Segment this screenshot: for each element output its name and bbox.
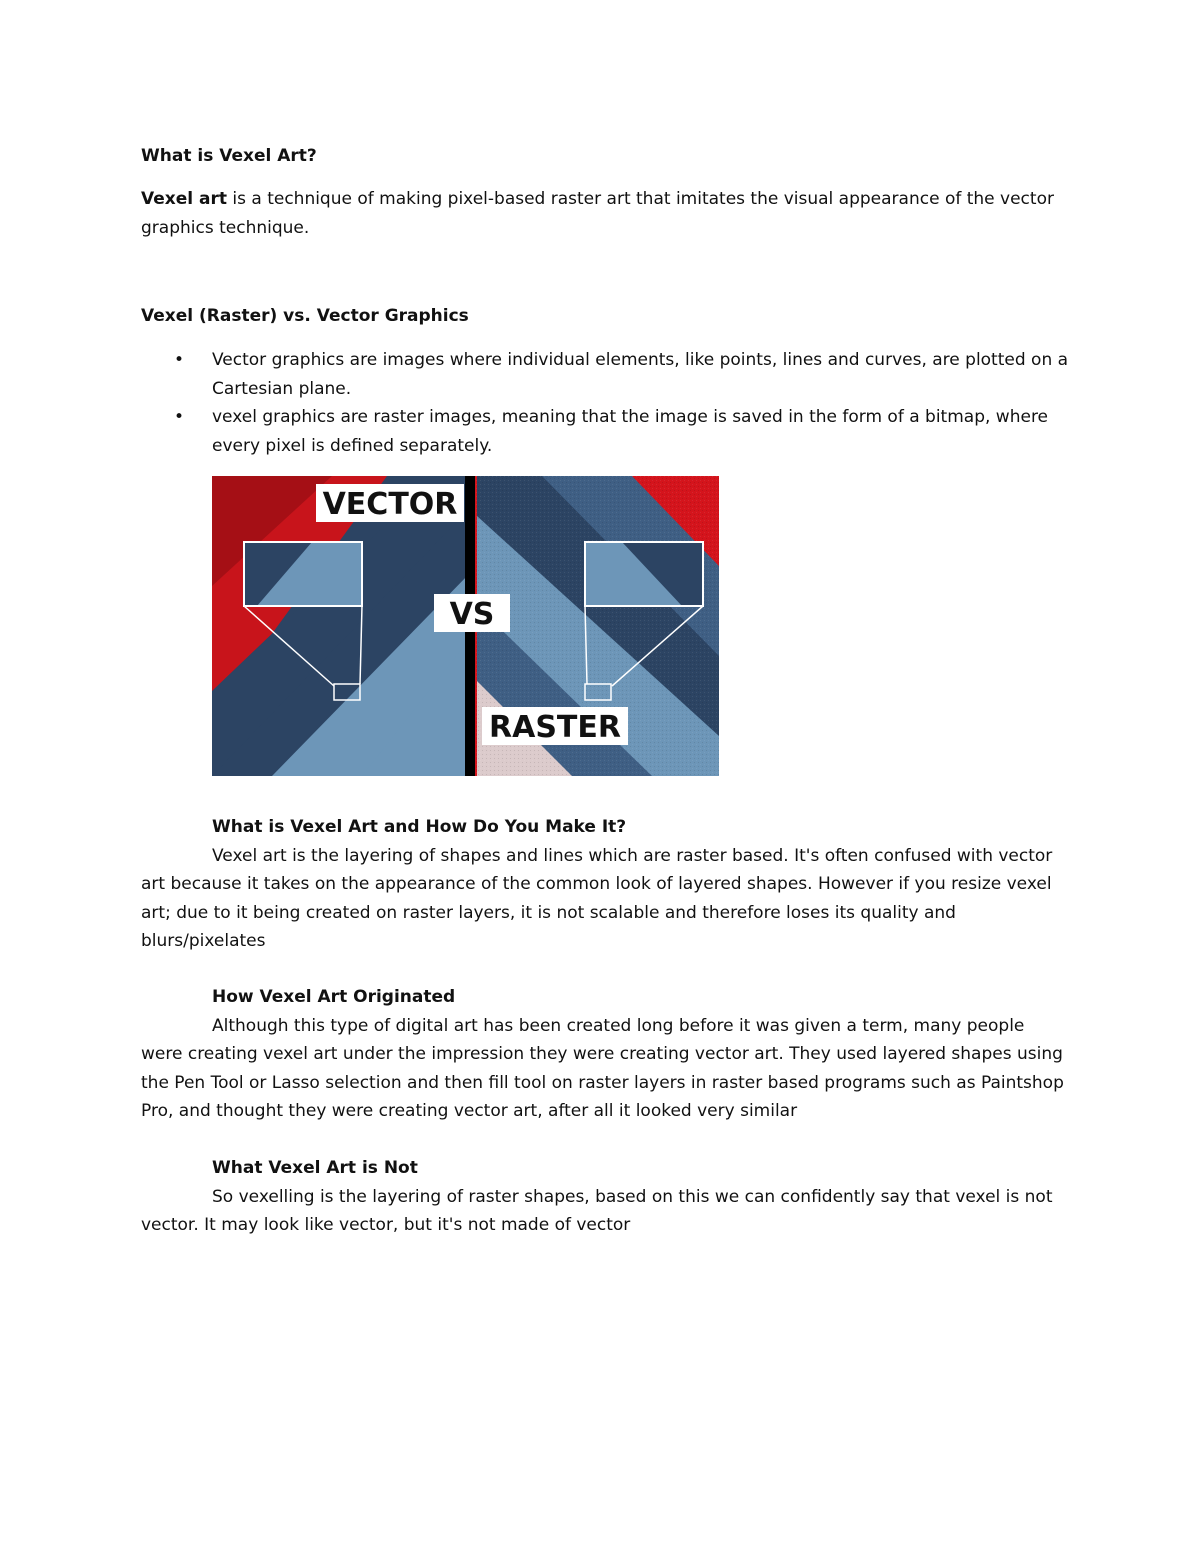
compare-heading: Vexel (Raster) vs. Vector Graphics (141, 306, 469, 326)
section-heading: What is Vexel Art and How Do You Make It? (212, 817, 627, 837)
section-heading: What Vexel Art is Not (212, 1158, 418, 1178)
section-paragraph: Although this type of digital art has been created long before it was given a term, many people were creating vexel art under the impression they were creating vector art. They used layered shapes using the Pen Tool or Lasso selection and then fill tool on raster layers in raster based programs such as Paintshop Pro, and thought they were creating vector art, after all it looked very similar (141, 1015, 1064, 1121)
vector-vs-raster-image (212, 476, 719, 776)
bullet-list (141, 346, 1071, 460)
intro-text: is a technique of making pixel-based raster art that imitates the visual appearance of the vector graphics technique. (141, 189, 1054, 238)
vs-label (434, 594, 510, 632)
section-origin (141, 983, 1071, 1126)
page-title: What is Vexel Art? (141, 146, 317, 166)
bullet-text: Vector graphics are images where individual elements, like points, lines and curves, are plotted on a Cartesian plane. (212, 350, 1069, 399)
vs-label-text: VS (449, 597, 495, 632)
section-heading: How Vexel Art Originated (212, 987, 456, 1007)
section-how-to-make (141, 813, 1071, 956)
section-paragraph: Vexel art is the layering of shapes and lines which are raster based. It's often confused with vector art because it takes on the appearance of the common look of layered shapes. However if you resize vexel art; due to it being created on raster layers, it is not scalable and therefore loses its quality and blurs/pixelates (141, 845, 1053, 951)
section-paragraph: So vexelling is the layering of raster shapes, based on this we can confidently say that vexel is not vector. It may look like vector, but it's not made of vector (141, 1186, 1053, 1235)
bullet-icon: • (174, 407, 185, 427)
raster-label (482, 707, 628, 745)
list-item (141, 403, 1071, 460)
bullet-icon: • (174, 350, 185, 370)
list-item (141, 346, 1071, 403)
section-what-it-is-not (141, 1154, 1071, 1240)
vector-label (316, 484, 464, 522)
intro-bold-term: Vexel art (141, 189, 227, 209)
vector-label-text: VECTOR (322, 487, 458, 522)
intro-paragraph (141, 185, 1071, 242)
bullet-text: vexel graphics are raster images, meaning that the image is saved in the form of a bitmap, where every pixel is defined separately. (212, 407, 1049, 456)
raster-label-text: RASTER (489, 710, 621, 745)
